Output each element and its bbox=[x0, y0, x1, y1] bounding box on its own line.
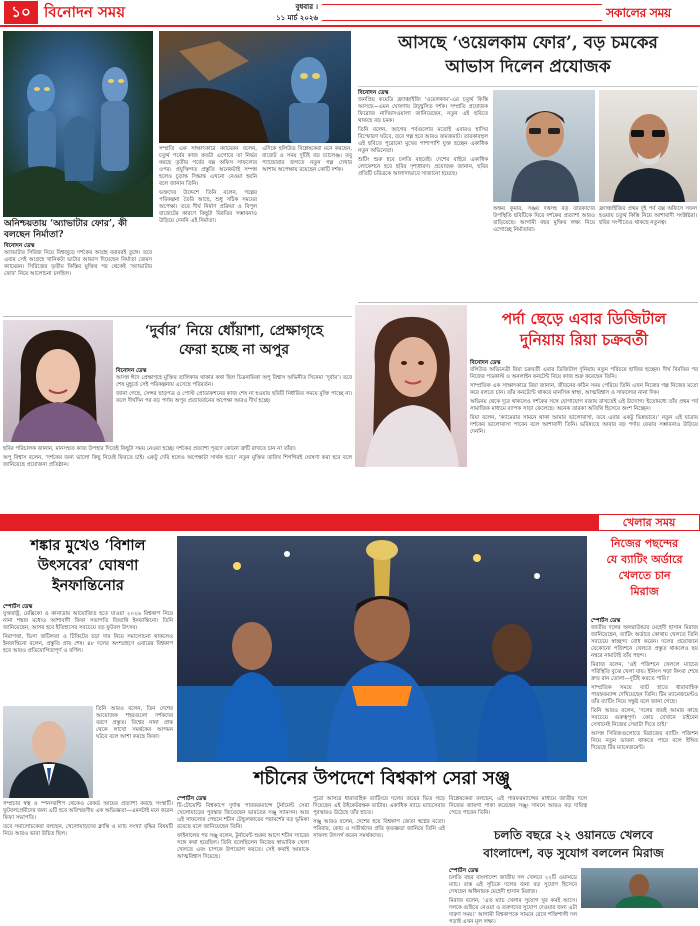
riya-paragraph: বলিউড অভিনেত্রী রিয়া চক্রবর্তী এবার ডিজিটাল দুনিয়ায় নতুন পরিচয়ে হাজির হচ্ছেন। দীর্ঘ বিরতির পর নিজের পডকাস্ট ও অনলাইন কনটেন্ট নিয়ে কাজ শুরু করেছেন তিনি। bbox=[470, 367, 698, 380]
odi-body-col1 bbox=[449, 868, 577, 925]
infantino-headline-2: উৎসবের’ ঘোষণা bbox=[37, 557, 139, 574]
sanju-paragraph: পুরো আসরে ধারাবাহিক ব্যাটিংয়ে দলের জয়ের ভিত গড়ে দিয়েছেন এই উইকেটরক্ষক ব্যাটার। একাধিক ম্যাচে ম্যাচসেরার পুরস্কারও উঠেছে তাঁর হাতে। bbox=[313, 796, 445, 816]
masthead bbox=[0, 0, 700, 27]
durbar-paragraph: অপু বিশ্বাস বলেন, ‘দর্শকের জন্য ভালো কিছু নিয়েই ফিরতে চাই। একটু দেরি হলেও অপেক্ষাটা সার্থক হবে।’ নতুন মুক্তির তারিখ শিগগিরই ঘোষণা করা হবে বলে জানিয়েছে প্রযোজনা প্রতিষ্ঠান। bbox=[3, 455, 352, 468]
avatar-paragraph: ভক্তদের উদ্দেশে তিনি বলেন, গল্পের পরিকল্পনা তৈরি আছে, শুধু সঠিক সময়ের অপেক্ষা। তবে দীর্ঘ নির্মাণ প্রক্রিয়া ও বিপুল বাজেটের কারণে কিছুটা বিরতির সম্ভাবনাও উড়িয়ে দেননি এই নির্মাতা। bbox=[159, 190, 257, 224]
odi-byline: স্পোর্টস ডেস্ক bbox=[449, 868, 479, 874]
man-portrait-icon bbox=[581, 868, 698, 908]
miraz-small-paragraph: জাতীয় দলের অলরাউন্ডার মেহেদী হাসান মিরাজ জানিয়েছেন, ব্যাটিং অর্ডারে কোথায় খেলতে তিনি সবচেয়ে স্বাচ্ছন্দ্য বোধ করেন। দলের প্রয়োজনে যেকোনো পজিশনে খেলতে প্রস্তুত থাকলেও ছয় নম্বরে নামাটাই তাঁর পছন্দ। bbox=[591, 625, 698, 659]
miraz-small-paragraph: আসন্ন সিরিজগুলোতে মিরাজের ব্যাটিং পজিশন নিয়ে নতুন ভাবনা থাকতে পারে বলে ইঙ্গিত দিয়েছে টিম ম্যানেজমেন্ট। bbox=[591, 731, 698, 751]
sanju-paragraph: ফাইনালের পর সঞ্জু বলেন, টুর্নামেন্ট শুরুর আগে শচীন স্যারের সঙ্গে কথা হয়েছিল। তিনি বলেছিলেন নিজের স্বাভাবিক খেলা খেলতে এবং চাপকে উপভোগ করতে। সেই কথাই আমাকে আত্মবিশ্বাস দিয়েছে। bbox=[177, 833, 309, 860]
infantino-headline-1: শঙ্কার মুখেও ‘বিশাল bbox=[30, 537, 146, 554]
avatar-headline: অনিশ্চয়তায় ‘অ্যাভাটার ফোর’, কী বলছেন নির্মাতা? bbox=[4, 219, 128, 240]
avatar-body-col2 bbox=[159, 146, 257, 314]
sanju-body-col2 bbox=[313, 796, 445, 908]
avatar-paragraph: সম্প্রতি এক সাক্ষাৎকারে ক্যামেরন বলেন, চতুর্থ পর্বের কাজ কতটা এগোবে তা নির্ভর করছে তৃতীয় পর্বের বক্স অফিস সাফল্যের ওপর। প্রযুক্তিগত প্রস্তুতি অনেকটাই সম্পন্ন হলেও চূড়ান্ত সিদ্ধান্ত এখনো নেওয়া হয়নি বলে জানান তিনি। bbox=[159, 146, 257, 187]
welcome-body-col1 bbox=[358, 90, 488, 300]
odi-headline-box bbox=[449, 826, 698, 866]
issue-day: বুধবার । bbox=[295, 3, 318, 11]
riya-photo bbox=[355, 305, 467, 467]
welcome-paragraph: জনপ্রিয় কমেডি ফ্র্যাঞ্চাইজি ‘ওয়েলকাম’-এর চতুর্থ কিস্তি আসছে—এমন ঘোষণায় উচ্ছ্বসিত দর্শক। সম্প্রতি প্রযোজক ফিরোজ নাদিয়াদওয়ালা জানিয়েছেন, নতুন এই ছবিতে থাকছে বড় চমক। bbox=[358, 97, 488, 124]
avatar-body bbox=[4, 243, 152, 313]
apu-photo bbox=[3, 320, 113, 442]
infantino-body-bottom bbox=[3, 801, 173, 907]
woman-portrait-icon bbox=[355, 305, 467, 467]
sanju-body-col1 bbox=[177, 796, 309, 908]
miraz-small-paragraph: সাম্প্রতিক সময়ে ব্যাট হাতে ধারাবাহিক পারফরম্যান্স দেখিয়েছেন তিনি। টিম ম্যানেজমেন্টও তাঁর ব্যাটিং নিয়ে সন্তুষ্ট বলে জানা গেছে। bbox=[591, 685, 698, 705]
avatar-photo-2 bbox=[159, 31, 351, 143]
welcome-byline: বিনোদন ডেস্ক bbox=[358, 90, 389, 96]
welcome-paragraph: অক্ষয় কুমার, সঞ্জয় দত্তসহ বড় তারকাদের উপস্থিতি ছবিটিকে ঘিরে দর্শকের প্রত্যাশা আরও বাড়িয়েছে। আগামী বছর মুক্তির লক্ষ্য নিয়ে এগোচ্ছে নির্মাতারা। bbox=[493, 206, 595, 233]
sanju-body-col3 bbox=[449, 796, 587, 826]
sanju-paragraph: সঞ্জু আরও বলেন, দেশের হয়ে বিশ্বকাপ জেতা স্বপ্নের মতো। পরিবার, কোচ ও সতীর্থদের প্রতি কৃতজ্ঞতা জানিয়ে তিনি এই সাফল্য উৎসর্গ করেন সমর্থকদের। bbox=[313, 819, 445, 839]
issue-date: ১১ মার্চ ২০২৬ bbox=[276, 14, 318, 22]
welcome-paragraph: তিনি বলেন, আগের পর্বগুলোর মতোই এবারও হাসির বিস্ফোরণ ঘটবে, তবে গল্প হবে আরও জমজমাট। তারকাবহুল এই ছবিতে পুরোনো মুখের পাশাপাশি যুক্ত হচ্ছেন একাধিক নতুন অভিনেতা। bbox=[358, 127, 488, 154]
infantino-headline-box bbox=[3, 536, 173, 602]
odi-headline-1: চলতি বছরে ২২ ওয়ানডে খেলবে bbox=[494, 828, 653, 842]
durbar-headline-1: ‘দুর্বার’ নিয়ে ধোঁয়াশা, প্রেক্ষাগৃহে bbox=[144, 323, 324, 339]
miraz-small-byline: স্পোর্টস ডেস্ক bbox=[591, 618, 621, 624]
masthead-rule-2 bbox=[322, 20, 602, 21]
riya-headline-1: পর্দা ছেড়ে এবার ডিজিটাল bbox=[501, 309, 667, 328]
avatar-paragraph: এদিকে হলিউড বিশ্লেষকেরা মনে করছেন, বাজেট ও সময় দুটিই বড় চ্যালেঞ্জ। তবু প্যান্ডোরার জগতে নতুন গল্প দেখার আশায় অপেক্ষায় রয়েছেন কোটি দর্শক। bbox=[262, 146, 352, 173]
welcome-body-col3 bbox=[599, 206, 697, 300]
sanju-photo bbox=[177, 536, 587, 762]
miraz-small-paragraph: মিরাজ বলেন, ‘ওই পজিশনে খেললে ম্যাচের পরিস্থিতি বুঝে খেলা যায়। ইনিংস গড়া কিংবা শেষে দ্রুত রান তোলা—দুটিই করতে পারি।’ bbox=[591, 662, 698, 682]
infantino-paragraph: যুক্তরাষ্ট্র, মেক্সিকো ও কানাডায় আয়োজিত হতে যাওয়া ২০২৬ বিশ্বকাপ নিয়ে নানা শঙ্কার মধ্যেও আশাবাদী ফিফা সভাপতি জিয়ান্নি ইনফান্তিনো। তিনি জানিয়েছেন, আসর হবে ইতিহাসের সবচেয়ে বড় ফুটবল উৎসব। bbox=[3, 611, 173, 631]
infantino-photo bbox=[3, 706, 93, 798]
welcome-headline-box bbox=[358, 31, 698, 87]
infantino-body-side bbox=[96, 706, 173, 798]
avatar-paragraph: অ্যাভাটার সিরিজ নিয়ে বিশ্বজুড়ে দর্শকের আগ্রহ বরাবরই তুঙ্গে। তবে এবার সেই আগ্রহে খানিকটা ভাটার আভাস দিয়েছেন নির্মাতা জেমস ক্যামেরন। সিরিজের তৃতীয় কিস্তির মুক্তির পর থেকেই ‘অ্যাভাটার ফোর’ নিয়ে আলোচনা চলছিল। bbox=[4, 250, 152, 277]
page-number: ১০ bbox=[4, 1, 38, 24]
man-portrait-icon bbox=[3, 706, 93, 798]
sanju-byline: স্পোর্টস ডেস্ক bbox=[177, 796, 207, 802]
riya-paragraph: অভিনয় থেকে দূরে থাকলেও দর্শকের সঙ্গে যোগাযোগ বজায় রাখতেই এই উদ্যোগ। ইতোমধ্যে তাঁর প্রথম পর্ব সামাজিক মাধ্যমে ব্যাপক সাড়া ফেলেছে। অনেক তারকা অতিথি হিসেবে অংশ নিচ্ছেন। bbox=[470, 399, 698, 412]
man-portrait-icon bbox=[493, 90, 595, 202]
riya-headline-2: দুনিয়ায় রিয়া চক্রবর্তী bbox=[520, 330, 648, 349]
riya-paragraph: রিয়া বলেন, ‘ক্যামেরার সামনে থাকা আমার ভালোবাসা, তবে এবার একটু ভিন্নভাবে।’ নতুন এই যাত্রায় দর্শকের ভালোবাসা পাবেন বলে আশাবাদী তিনি। ভবিষ্যতে আবার বড় পর্দায় ফেরার সম্ভাবনাও উড়িয়ে দেননি। bbox=[470, 415, 698, 435]
durbar-body-left bbox=[116, 368, 352, 442]
miraz-photo bbox=[581, 868, 698, 908]
trophy-celebration-icon bbox=[177, 536, 587, 762]
durbar-paragraph: জানা গেছে, সেন্সর ছাড়পত্র ও পোস্ট প্রোডাকশনের কাজ শেষ না হওয়ায় ছবিটি নির্ধারিত সময়ে মুক্তি পাচ্ছে না। ফলে দীর্ঘদিন পর বড় পর্দায় অপুর প্রত্যাবর্তনের অপেক্ষা আরও দীর্ঘ হচ্ছে। bbox=[116, 391, 352, 404]
avatar-byline: বিনোদন ডেস্ক bbox=[4, 243, 35, 249]
infantino-paragraph: সম্প্রচার স্বত্ব ও স্পনসরশিপ থেকেও রেকর্ড আয়ের প্রত্যাশা করছে সংস্থাটি। ফুটবলপ্রেমীদের জন্য এটি হবে অবিস্মরণীয় এক অভিজ্ঞতা—এমনটাই মনে করেন ফিফা সভাপতি। bbox=[3, 801, 173, 821]
odi-paragraph: মিরাজ বলেন, ‘এত ম্যাচ খেলার সুযোগ খুব কমই আসে। দলকে গুছিয়ে নেওয়া ও তরুণদের সুযোগ দেওয়ার জন্য এটা দারুণ সময়।’ আগামী বিশ্বকাপকে সামনে রেখে শক্তিশালী দল গড়াই এখন মূল লক্ষ্য। bbox=[449, 898, 577, 925]
welcome-paragraph: শুটিং শুরু হবে চলতি বছরেই। দেশের বাইরে একাধিক লোকেশনে হবে ছবির দৃশ্যধারণ। প্রযোজক জানান, ছবির প্রতিটি চরিত্রকে আলাদাভাবে সাজানো হয়েছে। bbox=[358, 157, 488, 177]
avatar-scene-icon bbox=[159, 31, 351, 143]
sanju-headline: শচীনের উপদেশে বিশ্বকাপ সেরা সঞ্জু bbox=[253, 768, 511, 789]
newspaper-logo: সকালের সময় bbox=[606, 5, 671, 20]
welcome-headline-1: আসছে ‘ওয়েলকাম ফোর’, বড় চমকের bbox=[398, 33, 658, 53]
durbar-headline-box bbox=[116, 322, 352, 366]
infantino-byline: স্পোর্টস ডেস্ক bbox=[3, 604, 33, 610]
miraz-small-body bbox=[591, 618, 698, 822]
odi-paragraph: চলতি বছর বাংলাদেশ জাতীয় দল খেলবে ২২টি ওয়ানডে ম্যাচ। ব্যস্ত এই সূচিকে দলের জন্য বড় সুযোগ হিসেবে দেখছেন অধিনায়ক মেহেদী হাসান মিরাজ। bbox=[449, 875, 577, 895]
riya-body-col1 bbox=[470, 360, 698, 510]
riya-paragraph: সাম্প্রতিক এক সাক্ষাৎকারে রিয়া জানান, জীবনের কঠিন সময় পেরিয়ে তিনি এখন নিজের গল্প নিজের মতো করে বলতে চান। তাঁর কনটেন্টে থাকবে মানসিক স্বাস্থ্য, আত্মবিশ্বাস ও সাফল্যের নানা দিক। bbox=[470, 383, 698, 396]
woman-portrait-icon bbox=[3, 320, 113, 442]
miraz-small-paragraph: তিনি আরও বলেন, ‘দলের জয়ই আমার কাছে সবচেয়ে গুরুত্বপূর্ণ। কোচ যেখানে চাইবেন সেখানেই নিজের সেরাটা দিতে চাই।’ bbox=[591, 708, 698, 728]
masthead-rule bbox=[322, 4, 602, 5]
producer-photo bbox=[599, 90, 697, 202]
miraz-small-headline-4: মিরাজ bbox=[630, 585, 659, 598]
man-portrait-icon bbox=[599, 90, 697, 202]
riya-byline: বিনোদন ডেস্ক bbox=[470, 360, 501, 366]
miraz-small-headline-box bbox=[591, 536, 698, 616]
durbar-paragraph: ছবির পরিচালক জানান, মানসম্মত কাজ উপহার দিতেই কিছুটা সময় নেওয়া হচ্ছে। দর্শকের প্রত্যাশা পূরণে কোনো ত্রুটি রাখতে চান না তাঁরা। bbox=[3, 446, 296, 452]
durbar-body-bottom bbox=[3, 446, 352, 510]
durbar-paragraph: আসন্ন ঈদে প্রেক্ষাগৃহে মুক্তির তালিকায় থাকার কথা ছিল চিত্রনায়িকা অপু বিশ্বাস অভিনীত সিনেমা ‘দুর্বার’। তবে শেষ মুহূর্তে সেই পরিকল্পনায় এসেছে পরিবর্তন। bbox=[116, 375, 352, 388]
miraz-small-headline-3: খেলতে চান bbox=[618, 569, 671, 582]
akshay-photo bbox=[493, 90, 595, 202]
infantino-paragraph: তিনি আরও বলেন, তিন দেশের আয়োজক শহরগুলো দর্শকদের বরণে প্রস্তুত। বিশ্বের নানা প্রান্ত থেকে লাখো সমর্থকের আগমন ঘটবে বলে আশা করছে ফিফা। bbox=[96, 706, 173, 740]
infantino-paragraph: নিরাপত্তা, ভিসা জটিলতা ও টিকিটের চড়া দাম নিয়ে সমালোচনা থাকলেও ইনফান্তিনো বলেন, প্রস্তুতি প্রায় শেষ। ৪৮ দলের অংশগ্রহণে এবারের বিশ্বকাপ হবে আরও প্রতিযোগিতাপূর্ণ ও বর্ণিল। bbox=[3, 634, 173, 654]
infantino-headline-3: ইনফান্তিনোর bbox=[52, 577, 124, 594]
sports-section-bar bbox=[0, 514, 700, 531]
welcome-paragraph: ফ্র্যাঞ্চাইজির প্রথম দুই পর্ব বক্স অফিসে সফল হওয়ায় চতুর্থ কিস্তি নিয়ে আশাবাদী সংশ্লিষ্টরা। ছবির সংগীতেও থাকছে নতুনত্ব। bbox=[599, 206, 697, 226]
horizontal-rule bbox=[358, 302, 698, 303]
durbar-byline: বিনোদন ডেস্ক bbox=[116, 368, 147, 374]
odi-headline-2: বাংলাদেশ, বড় সুযোগ বললেন মিরাজ bbox=[483, 846, 664, 860]
welcome-headline-2: আভাস দিলেন প্রযোজক bbox=[445, 57, 611, 77]
horizontal-rule bbox=[3, 316, 352, 317]
sanju-paragraph: টি-টোয়েন্টি বিশ্বকাপে দুর্দান্ত পারফরম্যান্সে টুর্নামেন্ট সেরা খেলোয়াড়ের পুরস্কার জিতেছেন ভারতের সঞ্জু স্যামসন। আর এই সাফল্যের পেছনে শচীন টেন্ডুলকারের পরামর্শের বড় ভূমিকা রয়েছে বলে জানিয়েছেন তিনি। bbox=[177, 803, 309, 830]
durbar-headline-2: ফেরা হচ্ছে না অপুর bbox=[178, 342, 290, 358]
avatar-photo bbox=[3, 31, 153, 217]
sanju-paragraph: বিশ্লেষকেরা বলছেন, এই পারফরম্যান্সের মাধ্যমে জাতীয় দলে নিজের জায়গা পাকা করেছেন সঞ্জু। সামনে আরও বড় দায়িত্ব পেতে পারেন তিনি। bbox=[449, 796, 587, 816]
miraz-small-headline-2: যে ব্যাটিং অর্ডারে bbox=[606, 553, 683, 566]
infantino-body-top bbox=[3, 604, 173, 704]
avatar-body-col3 bbox=[262, 146, 352, 314]
riya-headline-box bbox=[470, 308, 698, 358]
sports-section-label: খেলার সময় bbox=[622, 516, 676, 529]
welcome-body-col2 bbox=[493, 206, 595, 300]
avatar-figure-icon bbox=[3, 31, 153, 217]
miraz-small-headline-1: নিজের পছন্দের bbox=[610, 537, 679, 550]
section-title: বিনোদন সময় bbox=[44, 3, 126, 21]
infantino-paragraph: তবে সমালোচকেরা বলছেন, খেলোয়াড়দের ক্লান্তি ও ম্যাচ সংখ্যা বৃদ্ধির বিষয়টি নিয়ে আরও ভাবা উচিত ছিল। bbox=[3, 824, 173, 837]
